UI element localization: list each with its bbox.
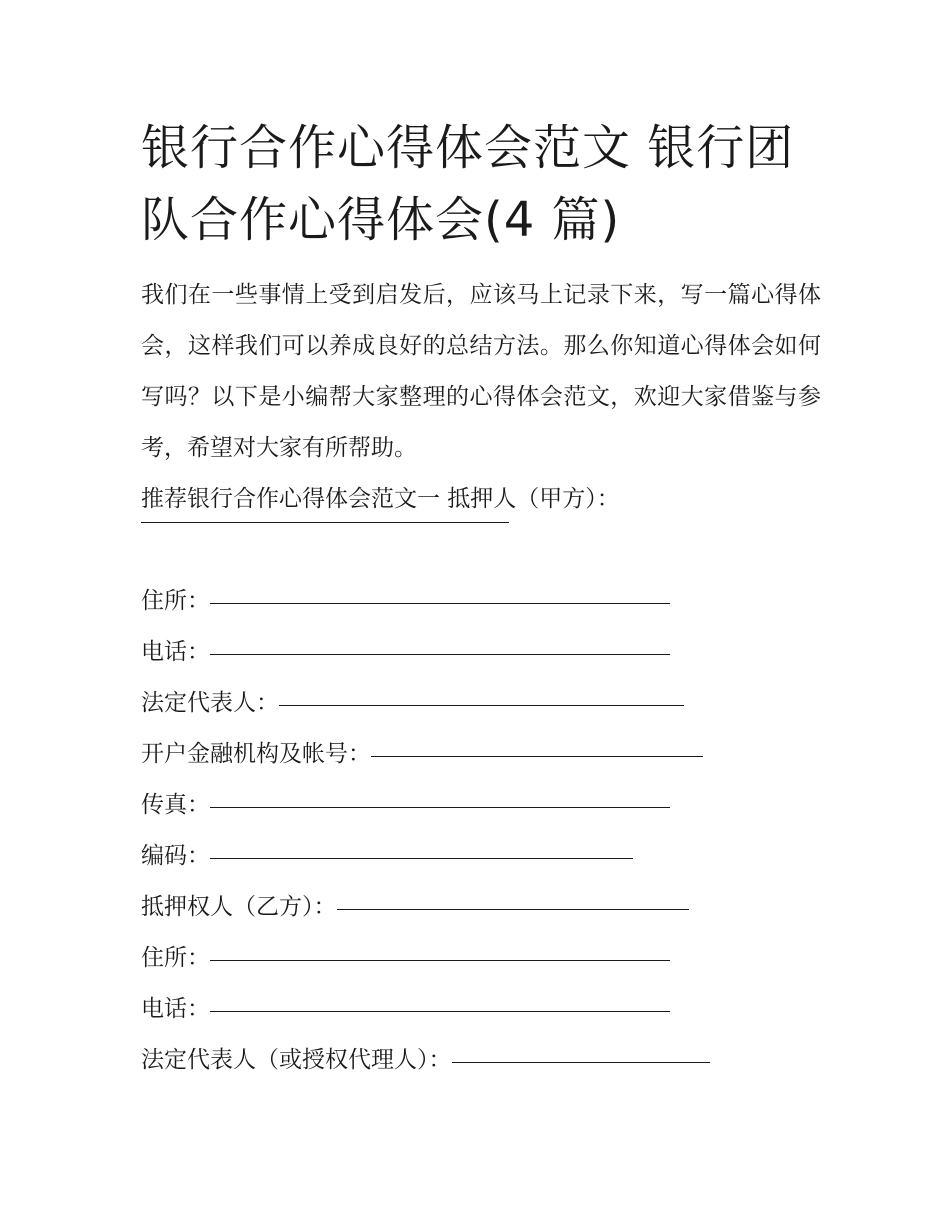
field-blank[interactable]: [279, 704, 684, 706]
field-row: [141, 627, 821, 678]
field-label: 电话：: [141, 639, 210, 665]
document-page: [141, 112, 821, 1086]
field-label: 住所：: [141, 945, 210, 971]
field-blank[interactable]: [210, 653, 670, 655]
field-row: [141, 831, 821, 882]
field-label: 抵押权人（乙方）：: [141, 894, 337, 920]
field-label: 法定代表人（或授权代理人）：: [141, 1047, 452, 1073]
field-blank[interactable]: [210, 806, 670, 808]
field-row: [141, 1035, 821, 1086]
field-label: 电话：: [141, 996, 210, 1022]
field-blank[interactable]: [210, 602, 670, 604]
field-label: 编码：: [141, 843, 210, 869]
field-blank[interactable]: [210, 959, 670, 961]
field-row: [141, 678, 821, 729]
section-heading-line: [141, 474, 821, 525]
section-heading: 推荐银行合作心得体会范文一 抵押人（甲方）：: [141, 486, 620, 512]
field-row: [141, 984, 821, 1035]
field-label: 开户金融机构及帐号：: [141, 741, 371, 767]
intro-paragraph: 我们在一些事情上受到启发后，应该马上记录下来，写一篇心得体会，这样我们可以养成良好的总结方法。那么你知道心得体会如何写吗？以下是小编帮大家整理的心得体会范文，欢迎大家借鉴与参考，希望对大家有所帮助。: [141, 282, 821, 461]
document-title: 银行合作心得体会范文 银行团队合作心得体会(4 篇): [141, 120, 795, 248]
party-a-name-line: [141, 525, 821, 576]
field-blank[interactable]: [337, 908, 689, 910]
field-row: [141, 576, 821, 627]
field-row: [141, 780, 821, 831]
field-blank[interactable]: [210, 857, 633, 859]
field-blank[interactable]: [210, 1010, 670, 1012]
party-a-name-blank[interactable]: [141, 521, 509, 523]
field-row: [141, 729, 821, 780]
field-label: 传真：: [141, 792, 210, 818]
field-blank[interactable]: [371, 755, 703, 757]
field-row: [141, 882, 821, 933]
field-label: 住所：: [141, 588, 210, 614]
field-blank[interactable]: [452, 1061, 710, 1063]
field-row: [141, 933, 821, 984]
field-label: 法定代表人：: [141, 690, 279, 716]
